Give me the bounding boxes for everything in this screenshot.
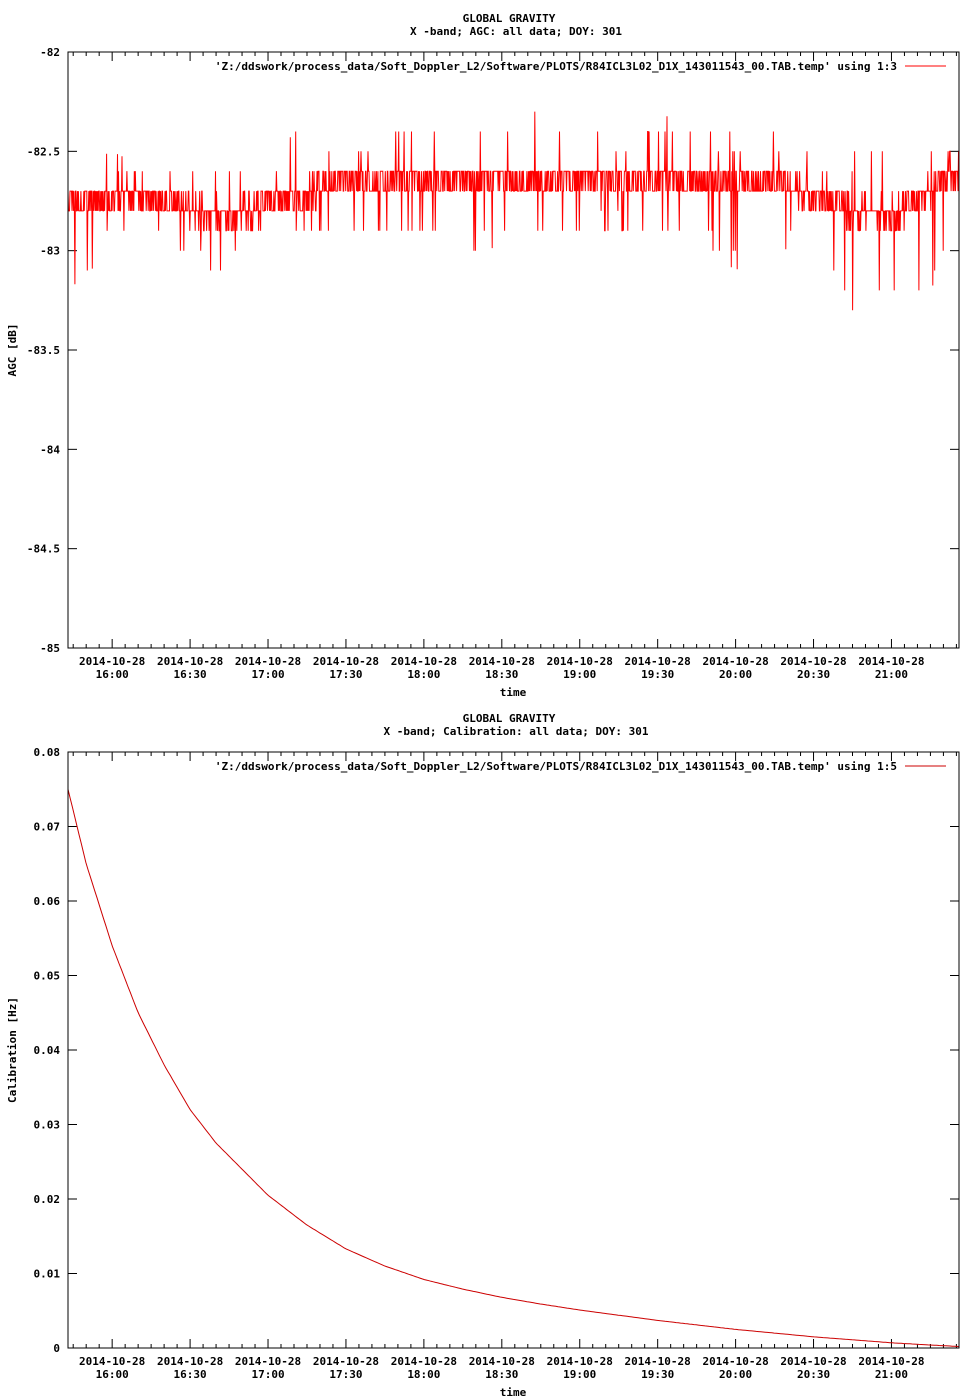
series-line <box>68 789 959 1346</box>
x-tick-date: 2014-10-28 <box>780 655 847 668</box>
chart-subtitle: X -band; AGC: all data; DOY: 301 <box>410 25 622 38</box>
x-tick-date: 2014-10-28 <box>312 655 380 668</box>
x-tick-time: 19:30 <box>641 668 675 681</box>
legend-label: 'Z:/ddswork/process_data/Soft_Doppler_L2/Software/PLOTS/R84ICL3L02_D1X_143011543_00.TAB.temp' using 1:3 <box>214 60 897 73</box>
x-tick-date: 2014-10-28 <box>858 1355 925 1368</box>
x-axis-label: time <box>499 686 527 699</box>
y-tick-label: 0.04 <box>33 1044 60 1057</box>
plot-area <box>68 789 959 1346</box>
x-tick-time: 18:00 <box>407 1368 441 1381</box>
x-tick-time: 17:00 <box>251 668 285 681</box>
legend-label: 'Z:/ddswork/process_data/Soft_Doppler_L2/Software/PLOTS/R84ICL3L02_D1X_143011543_00.TAB.temp' using 1:5 <box>214 760 897 773</box>
y-tick-label: -84 <box>40 443 60 457</box>
x-tick-date: 2014-10-28 <box>546 655 613 668</box>
y-tick-label: -82.5 <box>26 145 60 159</box>
x-tick-date: 2014-10-28 <box>702 655 769 668</box>
x-tick-time: 18:30 <box>485 1368 519 1381</box>
series-line <box>68 112 959 311</box>
x-ticks <box>73 52 956 681</box>
x-tick-date: 2014-10-28 <box>234 655 302 668</box>
y-tick-label: 0.02 <box>33 1193 60 1206</box>
x-tick-time: 16:00 <box>95 668 129 681</box>
x-tick-time: 17:00 <box>251 1368 285 1381</box>
chart-title: GLOBAL GRAVITY <box>462 12 556 25</box>
x-tick-time: 18:30 <box>485 668 519 681</box>
chart-subtitle: X -band; Calibration: all data; DOY: 301 <box>383 725 649 738</box>
chart-title: GLOBAL GRAVITY <box>462 712 556 725</box>
x-tick-date: 2014-10-28 <box>156 1355 224 1368</box>
y-tick-label: 0.03 <box>33 1118 60 1132</box>
calibration-chart <box>0 700 980 1400</box>
x-tick-date: 2014-10-28 <box>624 1355 691 1368</box>
y-tick-label: -84.5 <box>26 542 60 556</box>
x-tick-time: 21:00 <box>874 668 909 681</box>
x-ticks <box>73 752 956 1381</box>
y-tick-label: 0 <box>53 1342 60 1355</box>
x-tick-time: 20:30 <box>796 668 831 681</box>
x-tick-date: 2014-10-28 <box>312 1355 380 1368</box>
y-tick-label: 0.06 <box>33 895 60 908</box>
y-tick-label: 0.08 <box>33 746 60 759</box>
y-tick-label: -82 <box>40 46 60 59</box>
x-tick-time: 20:00 <box>719 668 753 681</box>
y-ticks <box>27 46 959 655</box>
x-tick-time: 21:00 <box>874 1368 909 1381</box>
x-tick-time: 19:00 <box>563 1368 597 1381</box>
x-tick-time: 17:30 <box>329 1368 363 1381</box>
x-tick-date: 2014-10-28 <box>546 1355 613 1368</box>
x-tick-time: 19:00 <box>563 668 597 681</box>
x-tick-date: 2014-10-28 <box>79 655 146 668</box>
x-tick-time: 16:30 <box>173 668 207 681</box>
x-axis-label: time <box>499 1386 527 1399</box>
x-tick-date: 2014-10-28 <box>156 655 224 668</box>
x-tick-date: 2014-10-28 <box>468 655 535 668</box>
x-tick-date: 2014-10-28 <box>624 655 691 668</box>
plot-area <box>68 112 959 311</box>
x-tick-time: 19:30 <box>641 1368 675 1381</box>
plot-frame <box>68 752 959 1348</box>
x-tick-time: 18:00 <box>407 668 441 681</box>
x-tick-time: 16:30 <box>173 1368 207 1381</box>
x-tick-date: 2014-10-28 <box>468 1355 535 1368</box>
x-tick-date: 2014-10-28 <box>780 1355 847 1368</box>
y-ticks <box>34 746 960 1355</box>
x-tick-date: 2014-10-28 <box>390 1355 457 1368</box>
x-tick-date: 2014-10-28 <box>858 655 925 668</box>
x-tick-date: 2014-10-28 <box>390 655 457 668</box>
y-tick-label: -83 <box>40 244 60 258</box>
y-tick-label: -85 <box>40 642 60 655</box>
x-tick-date: 2014-10-28 <box>79 1355 146 1368</box>
x-tick-time: 20:00 <box>719 1368 753 1381</box>
y-axis-label: Calibration [Hz] <box>6 997 19 1103</box>
x-tick-time: 16:00 <box>95 1368 129 1381</box>
y-axis-label: AGC [dB] <box>6 323 19 377</box>
x-tick-date: 2014-10-28 <box>234 1355 302 1368</box>
y-tick-label: 0.01 <box>33 1267 60 1281</box>
y-tick-label: 0.07 <box>33 820 60 834</box>
x-tick-time: 20:30 <box>796 1368 831 1381</box>
y-tick-label: 0.05 <box>33 969 60 983</box>
x-tick-date: 2014-10-28 <box>702 1355 769 1368</box>
y-tick-label: -83.5 <box>26 344 60 357</box>
x-tick-time: 17:30 <box>329 668 363 681</box>
plot-frame <box>68 52 959 648</box>
